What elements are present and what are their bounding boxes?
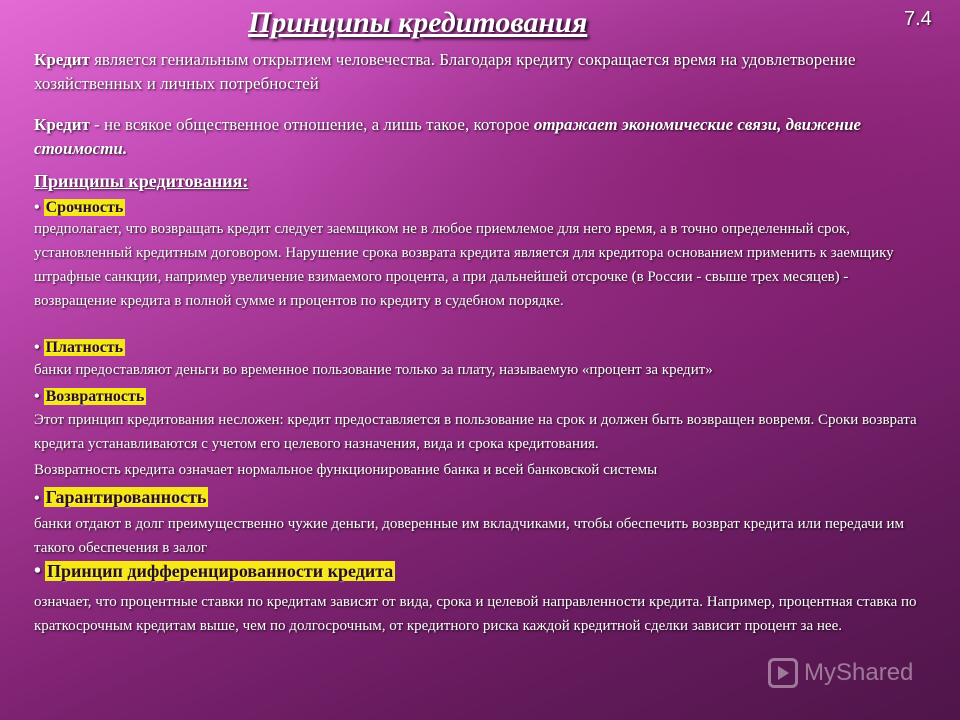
intro-term-2: Кредит [34, 115, 90, 134]
principle-description: предполагает, что возвращать кредит следует заемщиком не в любое приемлемое для него время, а в точно определенный срок, установленный кредитным договором. Нарушение срока возврата кредита является для кредитора основанием применить к заемщику штрафные санкции, например увеличение взимаемого процента, а при дальнейшей отсрочке (в России - свыше трех месяцев) - возвращение кредита в полной сумме и процентов по кредиту в судебном порядке. [34, 221, 894, 309]
bullet-icon: • [34, 560, 42, 582]
principle-description: банки отдают в долг преимущественно чужие деньги, доверенные им вкладчиками, чтобы обеспечить возврат кредита или передачи им такого обеспечения в залог [34, 516, 905, 556]
principle-name: Принцип дифференцированности кредита [47, 561, 394, 581]
intro-text-1: является гениальным открытием человечества. Благодаря кредиту сокращается время на удовлетворение хозяйственных и личных потребностей [34, 50, 856, 93]
intro-paragraph-1 [34, 48, 934, 96]
principle-name: Платность [45, 339, 124, 356]
principle-name: Срочность [45, 199, 124, 216]
principle-title-row [34, 487, 934, 509]
play-icon [768, 658, 798, 688]
bullet-icon: • [34, 199, 40, 216]
principle-description: Этот принцип кредитования несложен: кредит предоставляется в пользование на срок и должен быть возвращен вовремя. Сроки возврата кредита устанавливаются с учетом его целевого назначения, вида и срока кредитования. [34, 412, 917, 452]
slide-number: 7.4 [904, 8, 932, 30]
watermark-text: MyShared [804, 659, 914, 686]
bullet-icon: • [34, 490, 40, 507]
principle-name: Возвратность [45, 388, 145, 405]
intro-paragraph-2 [34, 113, 934, 161]
intro-text-2: - не всякое общественное отношение, а лишь такое, которое [89, 115, 534, 134]
principle-title-row [34, 338, 934, 358]
principle-description: означает, что процентные ставки по кредитам зависят от вида, срока и целевой направленности кредита. Например, процентная ставка по краткосрочным кредитам выше, чем по долгосрочным, от кредитного риска каждой кредитной сделки зависит процент за нее. [34, 594, 917, 634]
principle-description-extra: Возвратность кредита означает нормальное функционирование банка и всей банковской системы [34, 462, 658, 478]
principle-description: банки предоставляют деньги во временное пользование только за плату, называемую «процент за кредит» [34, 362, 713, 378]
principle-title-row [34, 387, 934, 407]
principle-name: Гарантированность [45, 487, 207, 507]
principle-title-row [34, 198, 934, 218]
principles-heading: Принципы кредитования: [34, 171, 249, 191]
intro-term-1: Кредит [34, 50, 90, 69]
bullet-icon: • [34, 339, 40, 356]
page-title: Принципы кредитования [248, 6, 588, 39]
principle-title-row [34, 561, 934, 583]
watermark-logo [768, 655, 913, 691]
bullet-icon: • [34, 388, 40, 405]
intro-emphasis: отражает экономические связи, движение стоимости. [34, 115, 862, 158]
